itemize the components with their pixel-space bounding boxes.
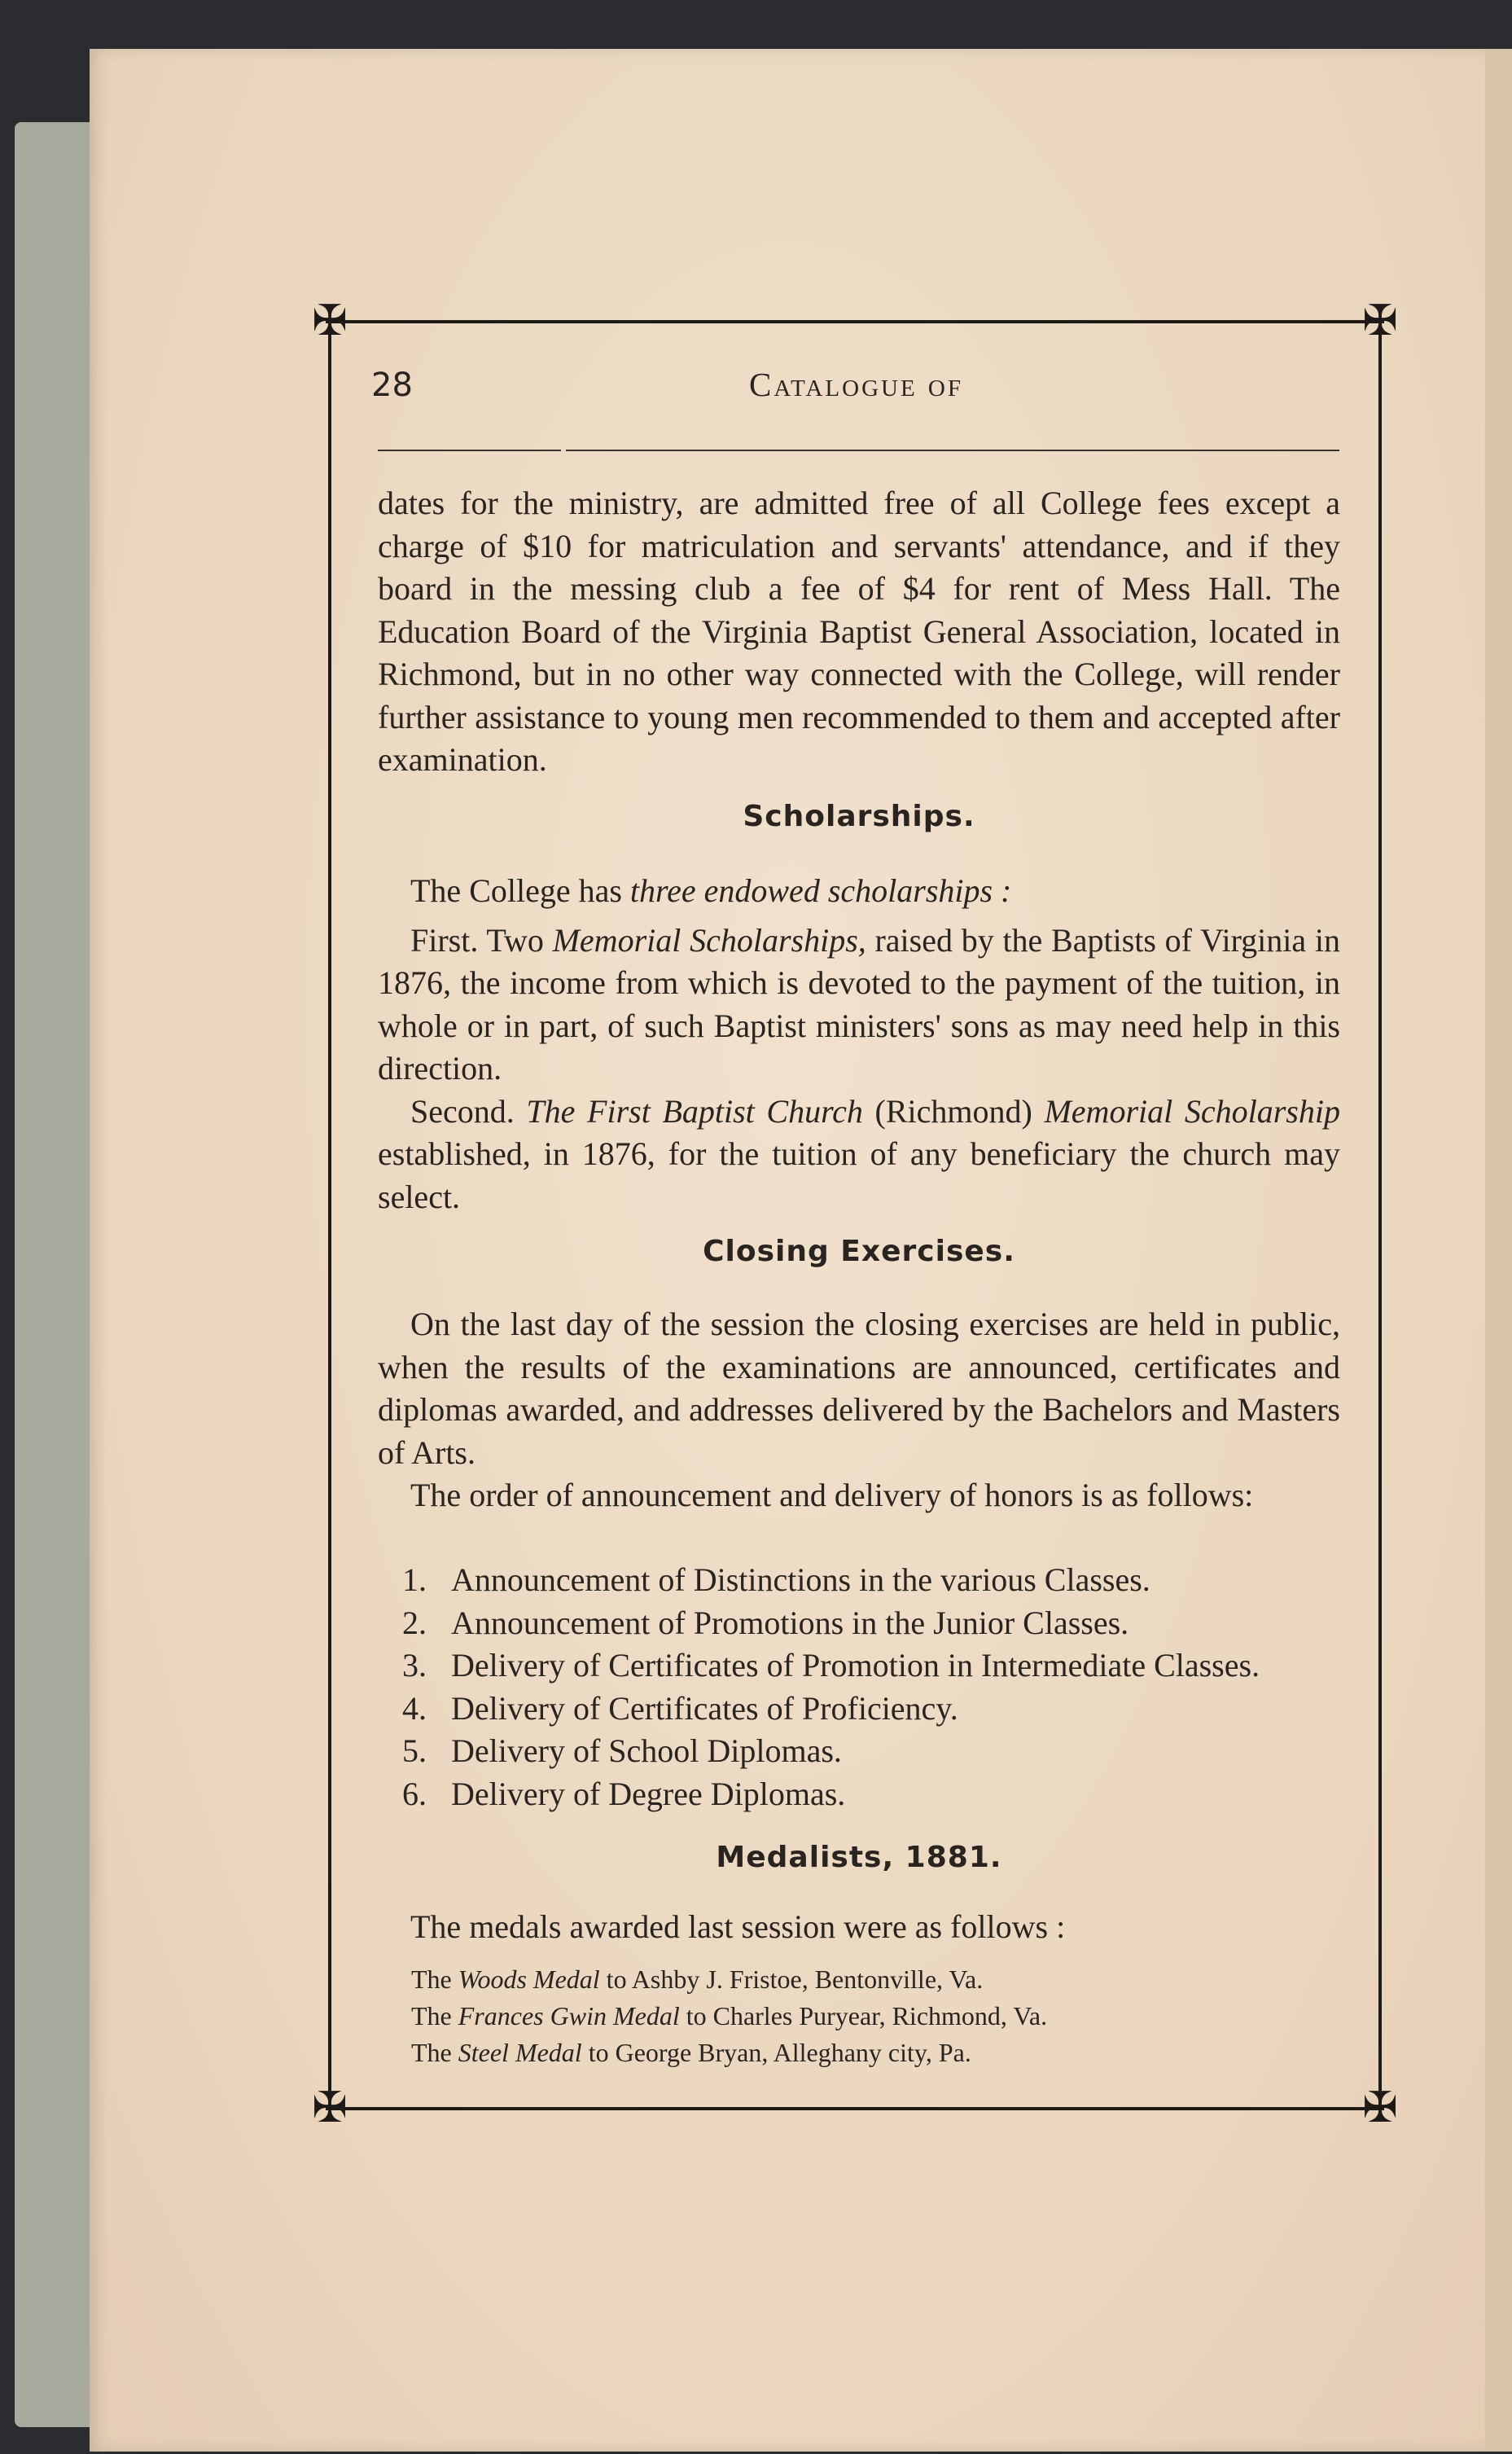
list-text: Delivery of School Diplomas. [451,1732,842,1769]
text-span: The [411,2038,458,2067]
section-heading-closing: Closing Exercises. [703,1235,1015,1268]
section-heading-scholarships: Scholarships. [743,800,975,833]
medal-list [411,1961,1339,2071]
list-text: Delivery of Certificates of Proficiency. [451,1689,958,1727]
scholarships-body [378,870,1340,1218]
text-span: to George Bryan, Alleghany city, Pa. [581,2038,971,2067]
intro-paragraph [378,482,1340,782]
list-number: 2. [402,1604,427,1641]
list-item [402,1773,1339,1816]
scholarship-first [378,920,1340,1091]
list-text: Announcement of Promotions in the Junior Classes. [451,1604,1129,1641]
text-span: to Ashby J. Fristoe, Bentonville, Va. [599,1965,984,1994]
closing-paragraph-2: The order of announcement and delivery of honors is as follows: [410,1477,1254,1513]
frame-bottom-rule [326,2107,1384,2110]
intro-text: dates for the ministry, are admitted free of all College fees except a charge of $10 for matriculation and servants' attendance, and if they board in the messing club a fee of $4 for rent of Mess Hall. The Education Board of the Virginia Baptist General Association, located in Richmond, but in no other way connected with the College, will render further assistance to young men recommended to them and accepted after examination. [378,485,1340,778]
medal-name: Frances Gwin Medal [458,2001,680,2030]
text-span: (Richmond) [862,1092,1045,1130]
text-span: Second. [410,1092,527,1130]
header-rule-right [566,450,1339,451]
medal-name: Steel Medal [458,2038,582,2067]
list-item [402,1602,1339,1645]
list-number: 1. [402,1561,427,1598]
list-number: 3. [402,1647,427,1684]
medal-row [411,1998,1339,2035]
emphasis-text: three endowed scholarships : [629,872,1012,909]
text-span: First. Two [410,921,553,959]
emphasis-text: Memorial Scholarships, [552,921,866,959]
text-span: The [411,1965,458,1994]
corner-ornament-icon: ✠ [312,2085,348,2131]
running-title: Catalogue of [749,366,963,403]
list-item [402,1644,1339,1688]
corner-ornament-icon: ✠ [1362,2085,1398,2131]
honors-list [402,1559,1339,1815]
list-text: Delivery of Degree Diplomas. [451,1775,846,1812]
medal-row [411,2035,1339,2071]
page-number: 28 [371,367,413,404]
scholarships-intro [378,870,1340,913]
text-span: The [411,2001,458,2030]
medal-name: Woods Medal [458,1965,600,1994]
frame-right-rule [1378,322,1382,2109]
list-item [402,1688,1339,1731]
list-number: 5. [402,1732,427,1769]
text-span: raised by the Baptists of Virginia in 1876, the income from which is devoted to the payment of the tuition, in whole or in part, of such Baptist ministers' sons as may need help in this direction. [378,921,1340,1087]
closing-body [378,1303,1340,1517]
page-edge [1485,49,1512,2452]
list-text: Delivery of Certificates of Promotion in Intermediate Classes. [451,1647,1260,1684]
medal-row [411,1961,1339,1998]
header-rule-left [378,450,561,451]
section-heading-medalists: Medalists, 1881. [716,1841,1002,1874]
list-number: 4. [402,1689,427,1727]
frame-left-rule [328,322,331,2109]
emphasis-text: The First Baptist Church [526,1092,863,1130]
list-item [402,1559,1339,1602]
medalists-intro [378,1906,1340,1949]
text-span: established, in 1876, for the tuition of any beneficiary the church may select. [378,1135,1340,1215]
medalists-intro-text: The medals awarded last session were as follows : [410,1908,1066,1945]
emphasis-text: Memorial Scholarship [1044,1092,1340,1130]
scholarship-second [378,1091,1340,1219]
corner-ornament-icon: ✠ [1362,298,1398,345]
list-text: Announcement of Distinctions in the various Classes. [451,1561,1150,1598]
closing-paragraph-1: On the last day of the session the closing exercises are held in public, when the results of the examinations are announced, certificates and diplomas awarded, and addresses delivered by the Bachelors and Masters of Arts. [378,1306,1340,1471]
corner-ornament-icon: ✠ [312,298,348,345]
frame-top-rule [326,320,1384,323]
text-span: to Charles Puryear, Richmond, Va. [679,2001,1048,2030]
list-number: 6. [402,1775,427,1812]
text-span: The College has [410,872,630,909]
list-item [402,1730,1339,1773]
